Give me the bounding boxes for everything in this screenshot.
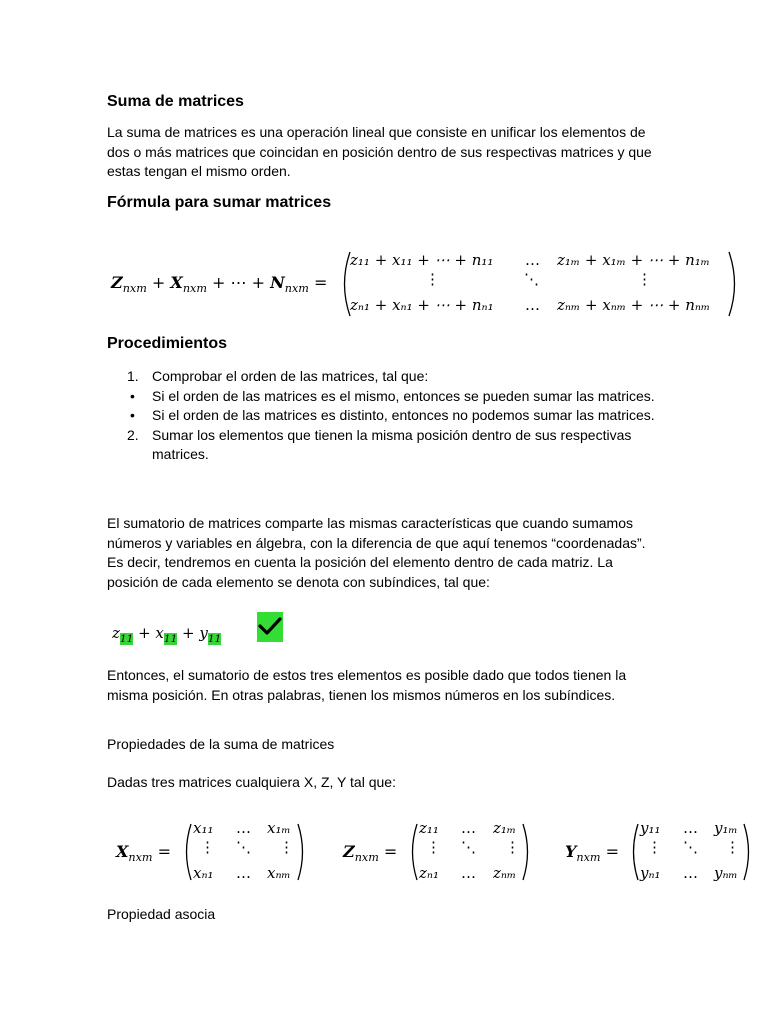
- equals-sign: =: [157, 842, 172, 861]
- matrix-cell: …: [683, 864, 698, 882]
- formula-lhs: [111, 273, 327, 295]
- n-symbol: N: [270, 273, 285, 292]
- matrix-y-label: [565, 842, 619, 864]
- x-symbol: X: [170, 273, 183, 292]
- right-paren: [521, 822, 533, 882]
- list-item-text: Si el orden de las matrices es el mismo, entonces se pueden sumar las matrices.: [152, 387, 655, 404]
- checkmark-icon: [257, 612, 283, 642]
- matrix-cell: y₁ₘ: [714, 819, 738, 837]
- matrix-r2c3: ⋮: [637, 270, 652, 288]
- list-item-text: Comprobar el orden de las matrices, tal que:: [152, 368, 429, 384]
- matrix-cell: z₁ₘ: [493, 819, 517, 837]
- matrix-cell: yₙ₁: [640, 864, 661, 882]
- matrix-r3c1: zₙ₁ + xₙ₁ + ⋯ + nₙ₁: [350, 296, 494, 314]
- properties-line: Propiedades de la suma de matrices: [107, 736, 335, 752]
- matrix-r1c3: z₁ₘ + x₁ₘ + ⋯ + n₁ₘ: [557, 251, 710, 269]
- matrix-cell: ⋱: [236, 838, 251, 856]
- x-subscript: nxm: [182, 281, 207, 295]
- given-matrices-line: Dadas tres matrices cualquiera X, Z, Y tal que:: [107, 774, 396, 790]
- matrix-r1c2: …: [525, 251, 540, 269]
- left-paren: [407, 822, 419, 882]
- matrix-r3c2: …: [525, 296, 540, 314]
- conclusion-paragraph: Entonces, el sumatorio de estos tres elementos es posible dado que todos tienen la misma posición. En otras palabras, tienen los mismos números en los subíndices.: [107, 667, 627, 703]
- matrix-cell: ⋱: [683, 838, 698, 856]
- ellipsis: ⋯: [230, 273, 247, 292]
- matrix-cell: ⋮: [505, 838, 520, 856]
- list-item: [107, 387, 667, 407]
- z-subscript: nxm: [122, 281, 147, 295]
- list-marker: 1.: [127, 368, 139, 384]
- matrix-name: Z: [343, 842, 355, 861]
- matrix-r2c1: ⋮: [425, 270, 440, 288]
- matrix-cell: yₙₘ: [714, 864, 738, 882]
- matrix-cell: ⋮: [279, 838, 294, 856]
- matrix-cell: z₁₁: [419, 819, 439, 837]
- list-item-text: Si el orden de las matrices es distinto, entonces no podemos sumar las matrices.: [152, 407, 655, 424]
- matrix-cell: xₙ₁: [193, 864, 214, 882]
- matrix-cell: zₙₘ: [493, 864, 517, 882]
- equals-sign: =: [605, 842, 620, 861]
- matrix-subscript: nxm: [128, 850, 153, 864]
- plus-sign: +: [182, 624, 195, 642]
- matrix-cell: ⋮: [200, 838, 215, 856]
- matrix-cell: ⋮: [426, 838, 441, 856]
- y-term: y: [199, 624, 208, 642]
- x-subscript-highlight: 11: [163, 632, 178, 645]
- bullet-marker: •: [130, 407, 135, 424]
- plus-sign: +: [212, 273, 226, 292]
- matrix-r3c3: zₙₘ + xₙₘ + ⋯ + nₙₘ: [557, 296, 711, 314]
- left-paren: [181, 822, 193, 882]
- matrix-cell: …: [683, 819, 698, 837]
- plus-sign: +: [138, 624, 151, 642]
- matrix-r1c1: z₁₁ + x₁₁ + ⋯ + n₁₁: [350, 251, 494, 269]
- z-term: z: [112, 624, 120, 642]
- z-symbol: Z: [111, 273, 123, 292]
- matrix-cell: x₁₁: [193, 819, 214, 837]
- n-subscript: nxm: [284, 281, 309, 295]
- procedure-list: [107, 367, 667, 465]
- matrix-cell: …: [461, 864, 476, 882]
- x-term: x: [155, 624, 164, 642]
- matrix-cell: x₁ₘ: [267, 819, 291, 837]
- matrix-subscript: nxm: [354, 850, 379, 864]
- right-paren: [727, 250, 741, 318]
- property-line: Propiedad asocia: [107, 906, 216, 922]
- matrix-cell: xₙₘ: [267, 864, 291, 882]
- list-marker: 2.: [127, 426, 139, 443]
- heading-formula: Fórmula para sumar matrices: [107, 194, 332, 211]
- right-paren: [296, 822, 308, 882]
- sumatorio-paragraph: El sumatorio de matrices comparte las mismas características que cuando sumamos números y variables en álgebra, con la diferencia de que aquí tenemos “coordenadas”. Es decir, tendremos en cuenta la posición del elemento dentro de cada matriz. La posición de cada elemento se denota con subíndices, tal que:: [107, 515, 646, 590]
- matrix-cell: …: [236, 819, 251, 837]
- plus-sign: +: [251, 273, 266, 292]
- matrix-r2c2: ⋱: [524, 270, 539, 288]
- list-item-text: Sumar los elementos que tienen la misma posición dentro de sus respectivas matrices.: [152, 426, 632, 463]
- list-item: [107, 367, 667, 387]
- equals-sign: =: [383, 842, 398, 861]
- matrix-name: Y: [565, 842, 577, 861]
- matrix-subscript: nxm: [576, 850, 601, 864]
- left-paren: [628, 822, 640, 882]
- matrix-z-label: [343, 842, 397, 864]
- matrix-cell: y₁₁: [640, 819, 661, 837]
- matrix-cell: …: [461, 819, 476, 837]
- matrix-cell: zₙ₁: [419, 864, 439, 882]
- matrix-cell: ⋱: [461, 838, 476, 856]
- plus-sign: +: [151, 273, 166, 292]
- y-subscript-highlight: 11: [207, 632, 222, 645]
- right-paren: [742, 822, 754, 882]
- heading-procedimientos: Procedimientos: [107, 335, 228, 352]
- matrix-cell: ⋮: [725, 838, 740, 856]
- equals-sign: =: [313, 273, 328, 292]
- matrix-x-label: [116, 842, 171, 864]
- heading-suma-de-matrices: Suma de matrices: [107, 93, 244, 110]
- matrix-name: X: [116, 842, 129, 861]
- list-item: [107, 426, 667, 465]
- intro-paragraph: La suma de matrices es una operación lineal que consiste en unificar los elementos de dos o más matrices que coincidan en posición dentro de sus respectivas matrices y que estas tengan el mismo orden.: [107, 124, 652, 180]
- matrix-cell: …: [236, 864, 251, 882]
- matrix-cell: ⋮: [647, 838, 662, 856]
- z-subscript-highlight: 11: [119, 632, 134, 645]
- list-item: [107, 406, 667, 426]
- example-expression: [112, 624, 221, 645]
- bullet-marker: •: [130, 387, 135, 404]
